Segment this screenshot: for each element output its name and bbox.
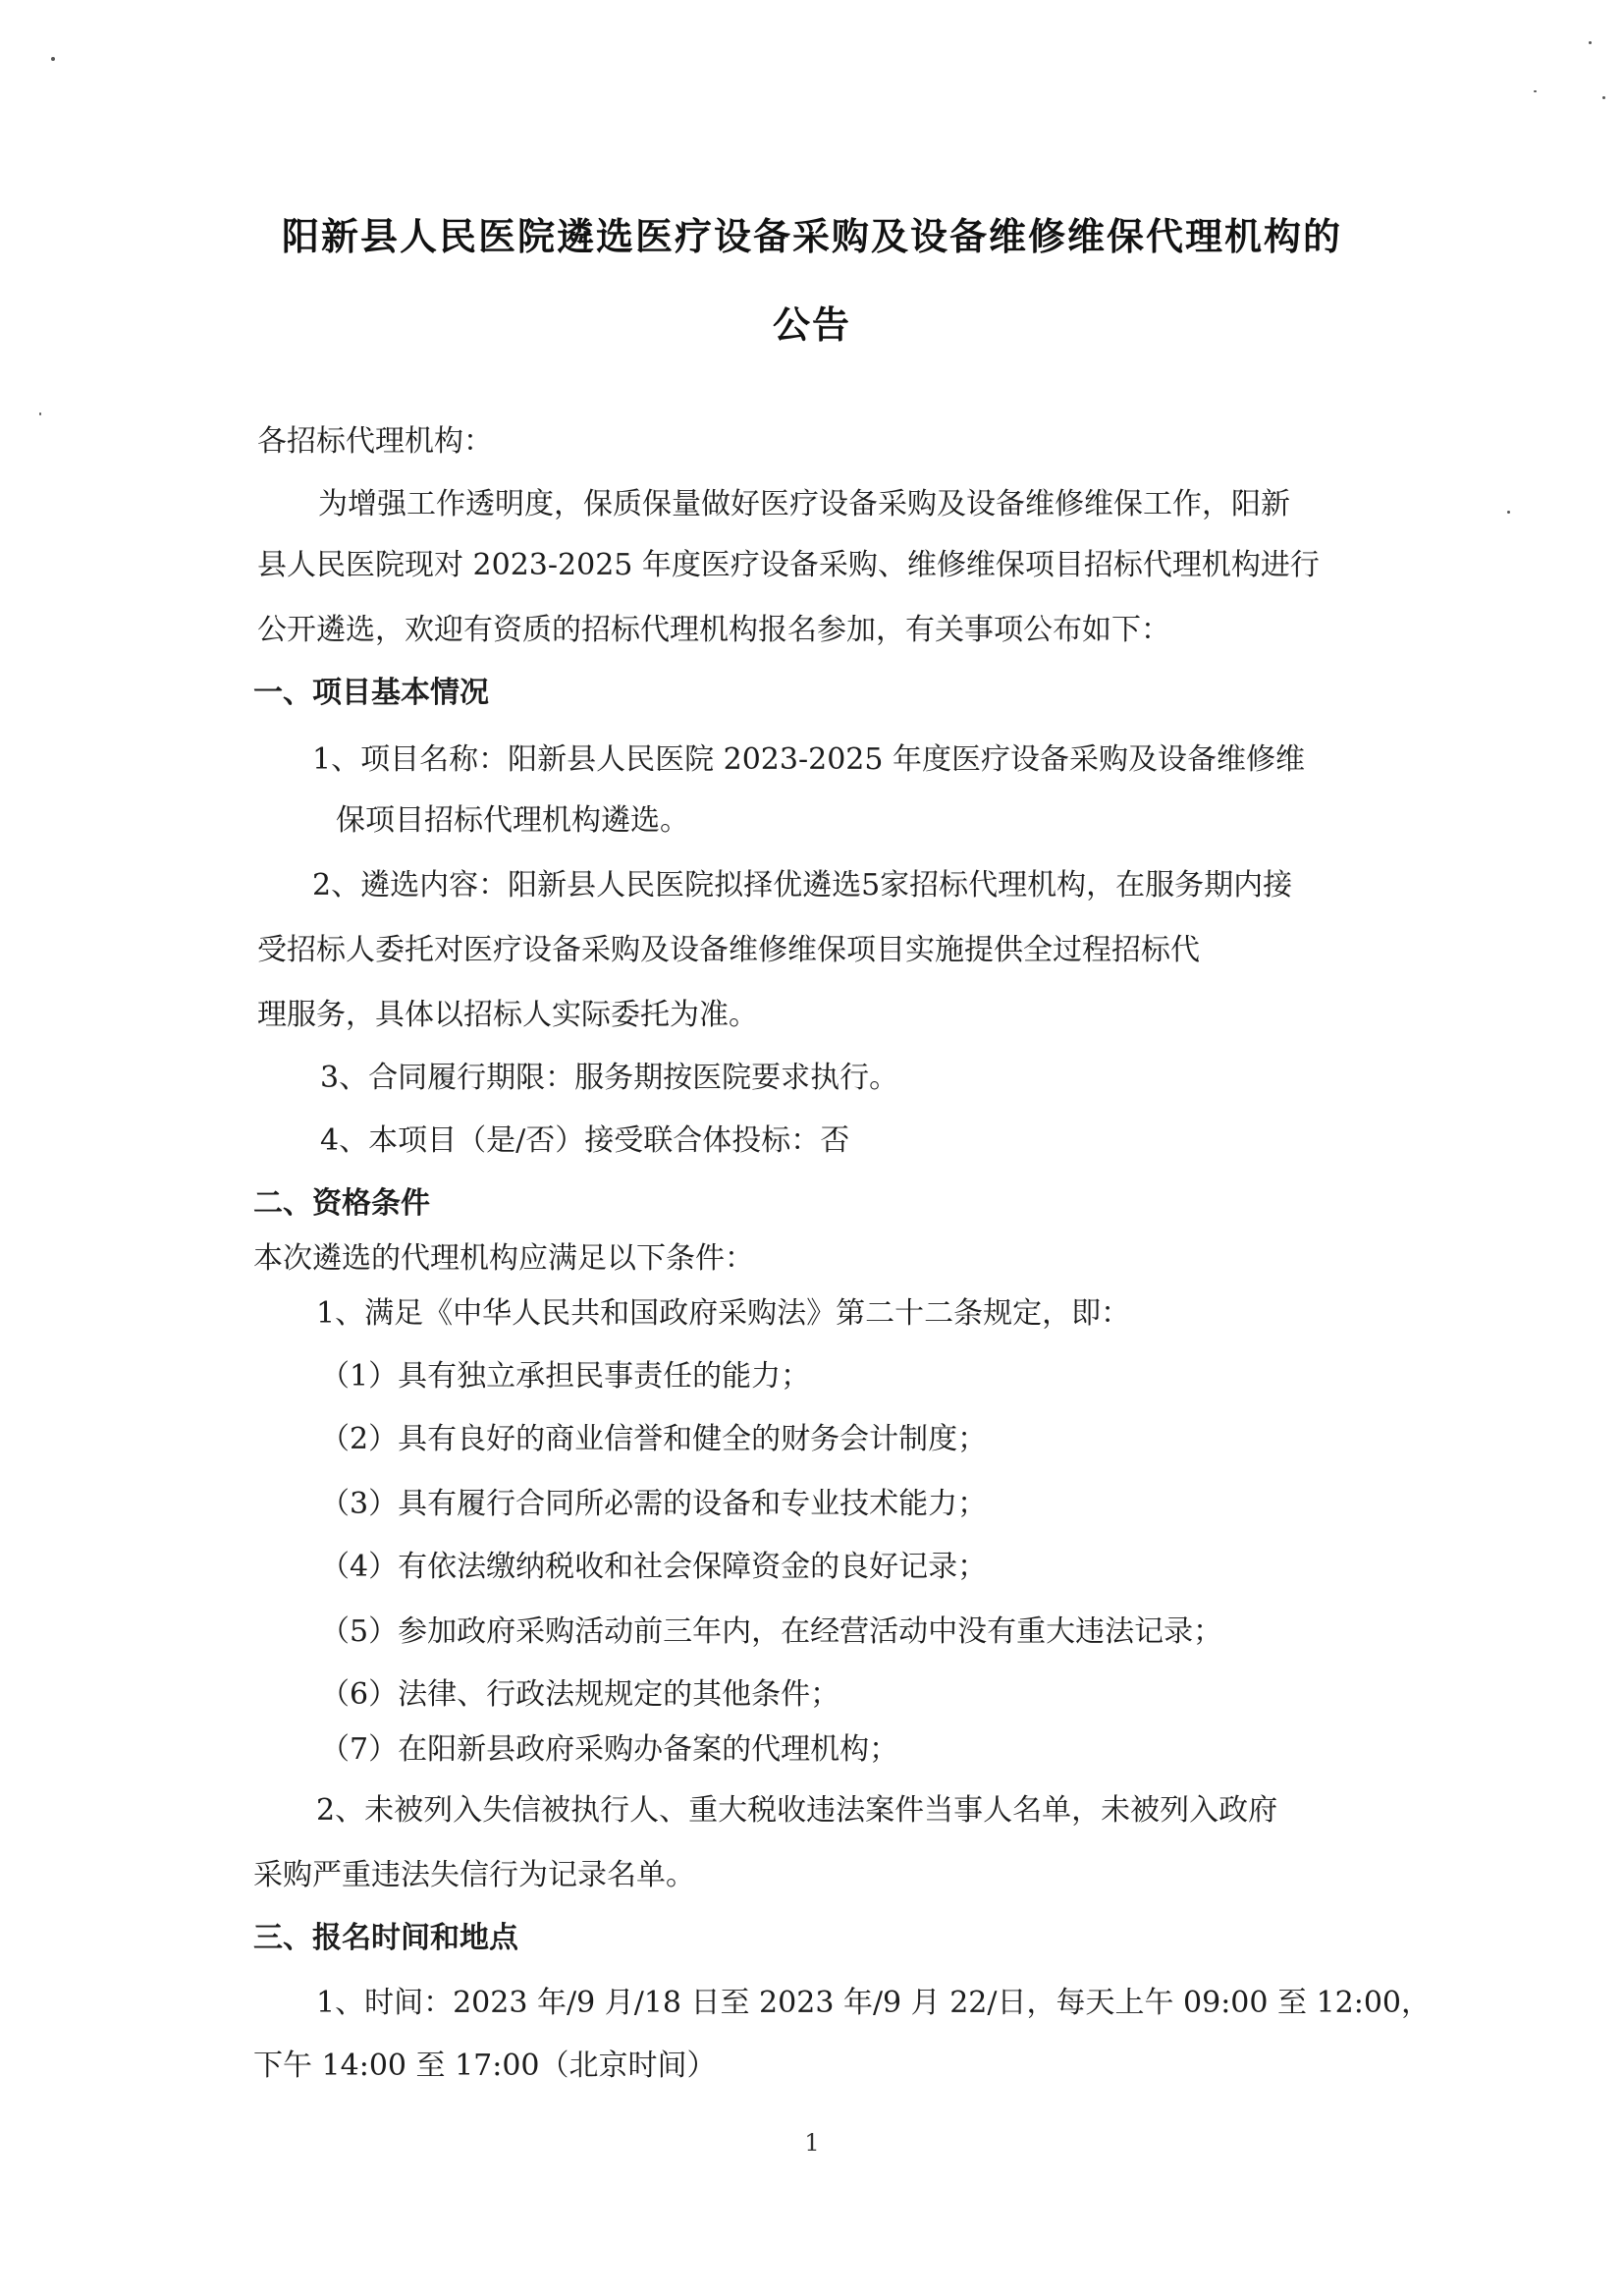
condition-item: （2）具有良好的商业信誉和健全的财务会计制度； bbox=[320, 1422, 988, 1456]
qualification-item: 采购严重违法失信行为记录名单。 bbox=[253, 1858, 695, 1892]
salutation: 各招标代理机构： bbox=[257, 424, 493, 459]
section-heading: 二、资格条件 bbox=[253, 1186, 430, 1221]
scan-speck bbox=[1589, 41, 1592, 44]
condition-item: （4）有依法缴纳税收和社会保障资金的良好记录； bbox=[320, 1550, 988, 1584]
condition-item: （3）具有履行合同所必需的设备和专业技术能力； bbox=[320, 1487, 988, 1521]
scan-speck bbox=[51, 57, 55, 61]
condition-item: （7）在阳新县政府采购办备案的代理机构； bbox=[320, 1732, 899, 1767]
document-title-line2: 公告 bbox=[772, 303, 851, 347]
condition-item: （6）法律、行政法规规定的其他条件； bbox=[320, 1677, 840, 1712]
condition-item: （1）具有独立承担民事责任的能力； bbox=[320, 1359, 811, 1394]
selection-content-line: 受招标人委托对医疗设备采购及设备维修维保项目实施提供全过程招标代 bbox=[257, 933, 1200, 967]
document-title-line1: 阳新县人民医院遴选医疗设备采购及设备维修维保代理机构的 bbox=[281, 215, 1342, 258]
selection-content-line: 2、遴选内容：阳新县人民医院拟择优遴选5家招标代理机构，在服务期内接 bbox=[312, 868, 1293, 902]
page-number: 1 bbox=[804, 2129, 820, 2157]
section-heading: 一、项目基本情况 bbox=[253, 676, 489, 710]
scan-speck bbox=[1534, 90, 1537, 92]
consortium-line: 4、本项目（是/否）接受联合体投标：否 bbox=[320, 1123, 850, 1158]
scan-speck bbox=[1507, 511, 1510, 514]
project-name-line: 保项目招标代理机构遴选。 bbox=[336, 803, 689, 838]
scan-speck bbox=[39, 412, 41, 415]
scan-speck bbox=[1602, 96, 1605, 99]
intro-line: 公开遴选，欢迎有资质的招标代理机构报名参加，有关事项公布如下： bbox=[257, 613, 1170, 647]
selection-content-line: 理服务，具体以招标人实际委托为准。 bbox=[257, 998, 758, 1032]
intro-line: 县人民医院现对 2023-2025 年度医疗设备采购、维修维保项目招标代理机构进行 bbox=[257, 548, 1320, 582]
intro-line: 为增强工作透明度，保质保量做好医疗设备采购及设备维修维保工作，阳新 bbox=[318, 487, 1290, 521]
qualification-intro: 本次遴选的代理机构应满足以下条件： bbox=[253, 1241, 754, 1276]
project-name-line: 1、项目名称：阳新县人民医院 2023-2025 年度医疗设备采购及设备维修维 bbox=[312, 742, 1305, 777]
contract-term-line: 3、合同履行期限：服务期按医院要求执行。 bbox=[320, 1061, 899, 1095]
qualification-item: 2、未被列入失信被执行人、重大税收违法案件当事人名单，未被列入政府 bbox=[316, 1793, 1278, 1828]
registration-time-line: 下午 14:00 至 17:00（北京时间） bbox=[253, 2049, 717, 2083]
section-heading: 三、报名时间和地点 bbox=[253, 1921, 518, 1955]
qualification-item: 1、满足《中华人民共和国政府采购法》第二十二条规定，即： bbox=[316, 1296, 1131, 1331]
registration-time-line: 1、时间：2023 年/9 月/18 日至 2023 年/9 月 22/日，每天上午 09:00 至 12:00， bbox=[316, 1986, 1432, 2020]
condition-item: （5）参加政府采购活动前三年内，在经营活动中没有重大违法记录； bbox=[320, 1614, 1223, 1649]
